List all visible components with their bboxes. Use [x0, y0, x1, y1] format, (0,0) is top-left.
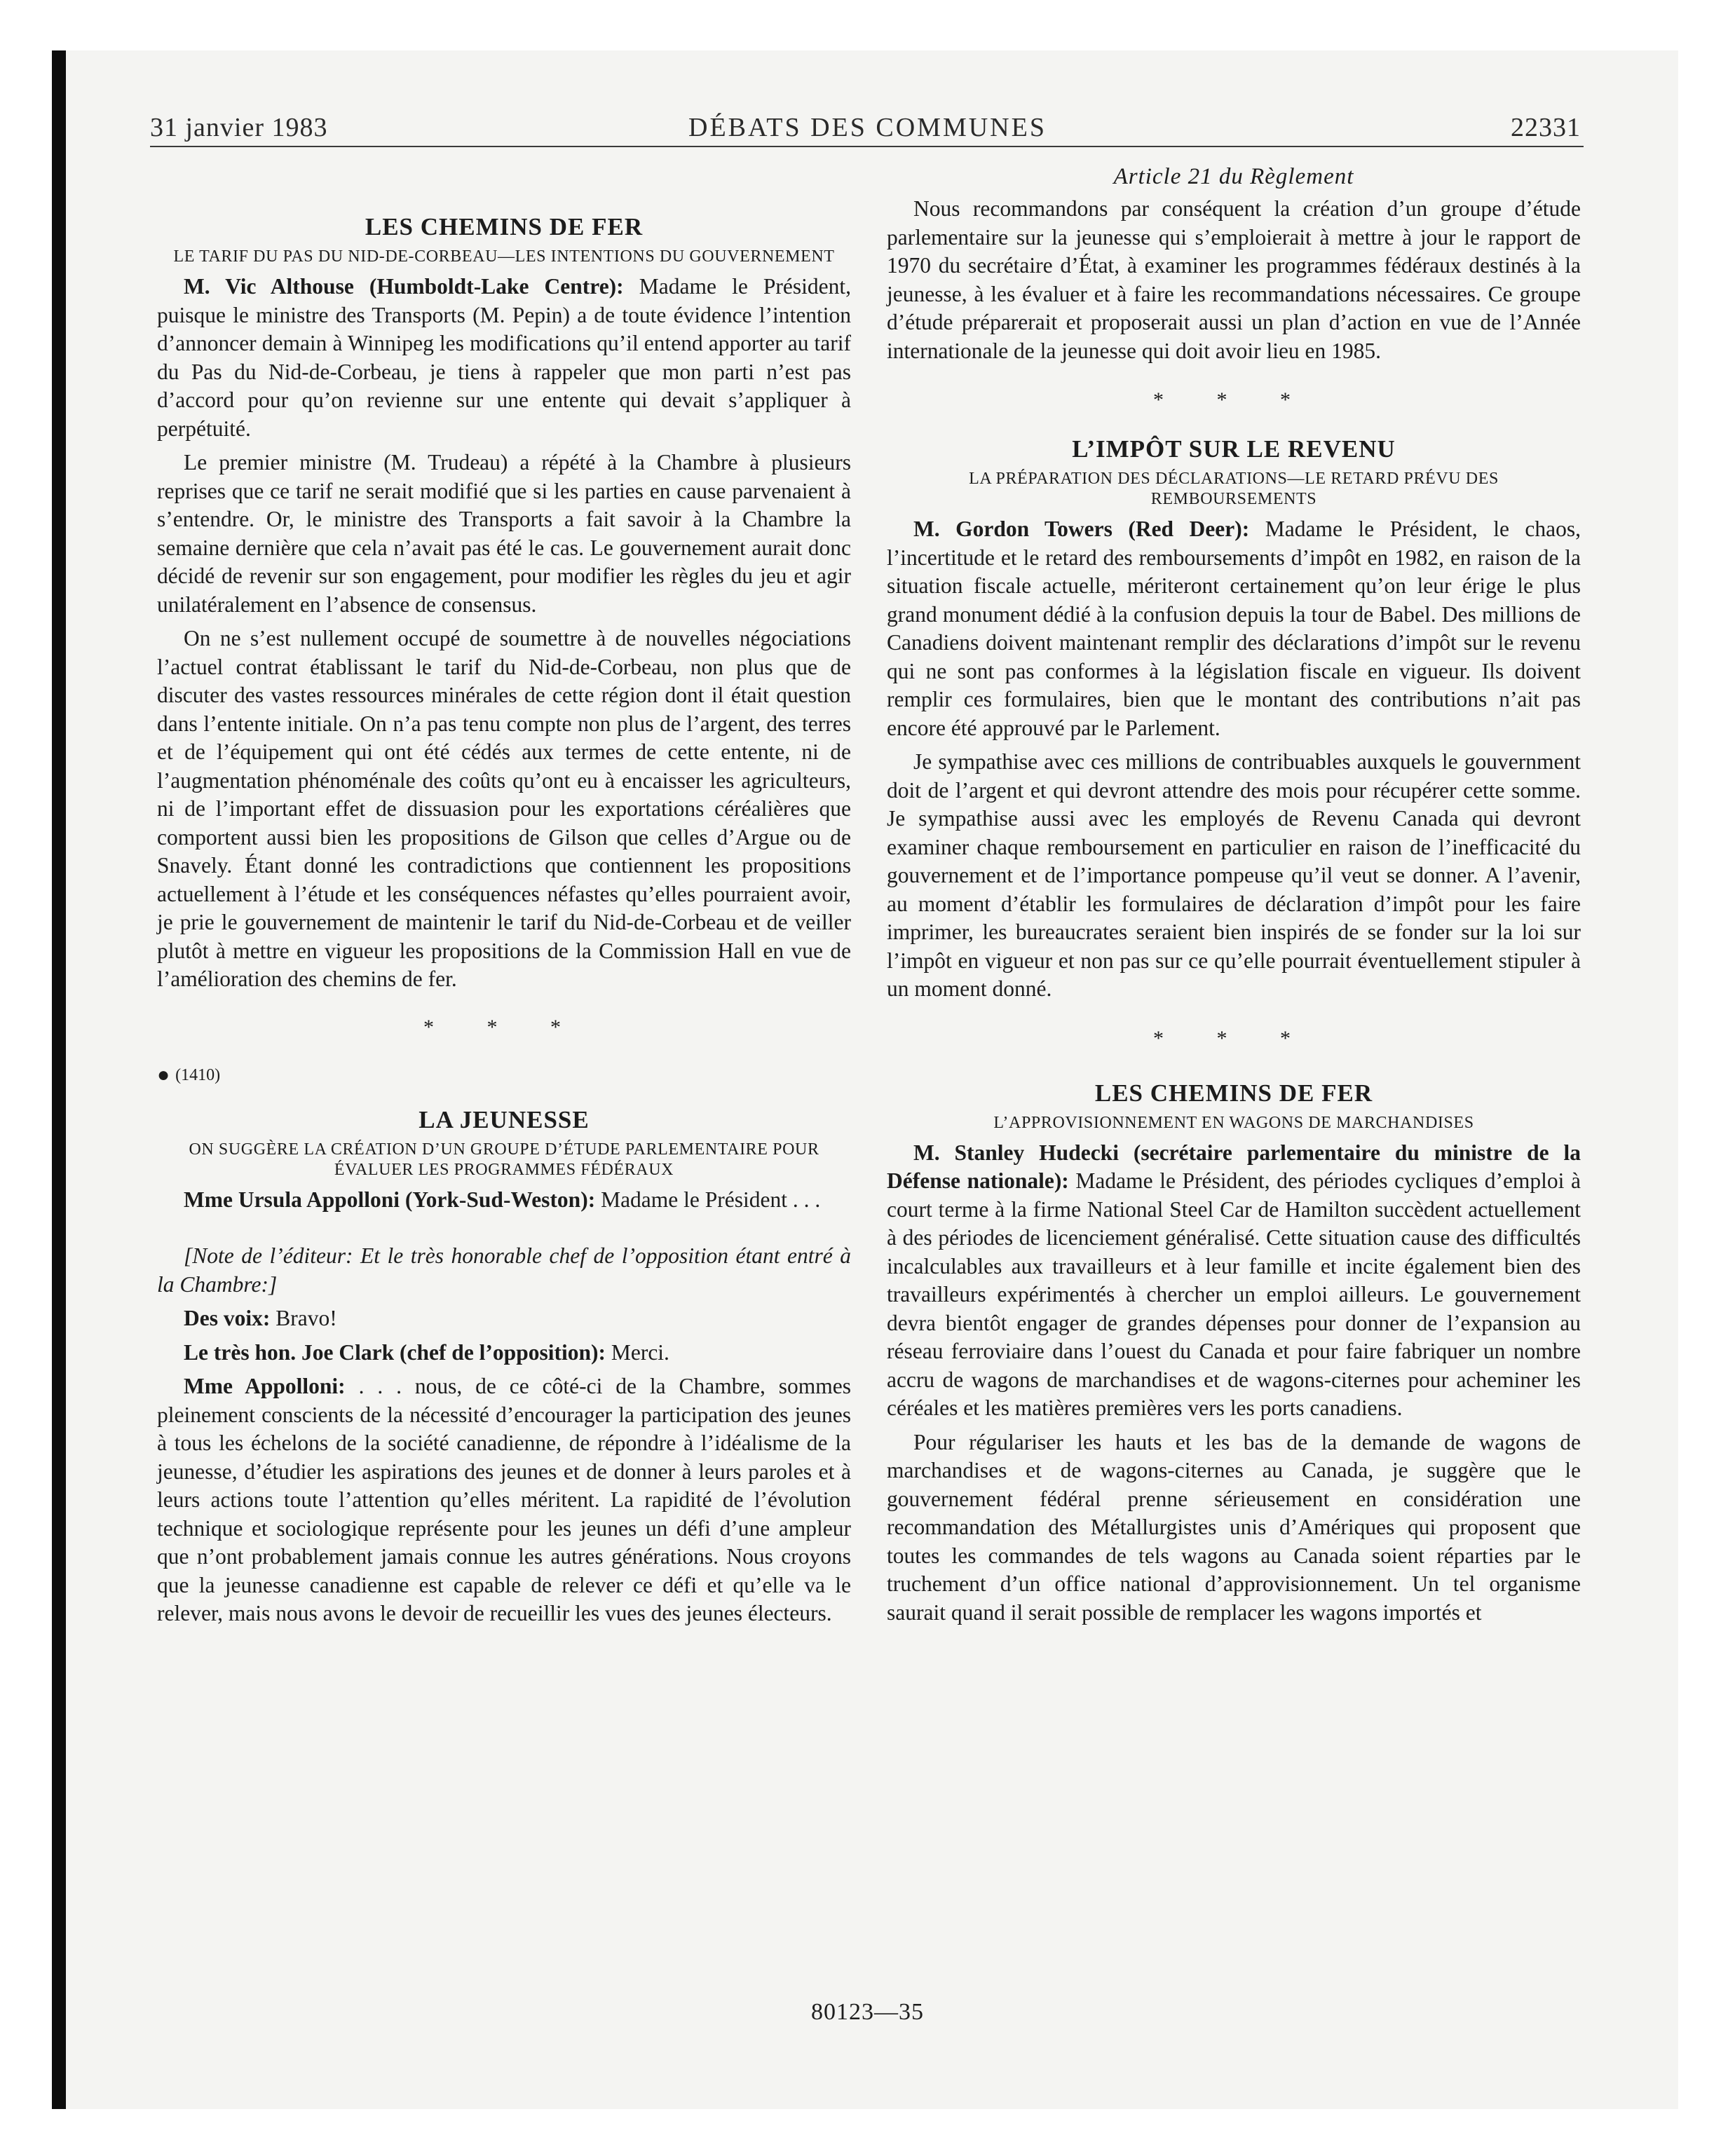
footer-code: 80123—35 [811, 1999, 924, 2025]
section-title-youth: LA JEUNESSE [419, 1105, 590, 1133]
section-title-railways: LES CHEMINS DE FER [365, 213, 644, 240]
spacer [887, 1053, 1581, 1078]
header-date: 31 janvier 1983 [150, 113, 328, 142]
header-rule [150, 146, 1584, 147]
bullet-icon: ● [157, 1063, 170, 1086]
spacer [157, 1042, 851, 1061]
scan-edge [52, 50, 66, 2109]
hudecki-text-1: Madame le Président, des périodes cycliques d’emploi à court terme à la firme National Steel Car de Hamilton succèdent actuellement à des périodes de licenciement généralisé. Cette situation cause des difficultés incalculables aux travailleurs et à leur famille et incite également bien des travailleurs expérimentés à chercher un emploi ailleurs. Le gouvernement devra bientôt engager de grandes dépenses pour donner de l’expansion au réseau ferroviaire dans l’ouest du Canada et pour faire fabriquer un nombre accru de wagons de marchandises et de wagons-citernes pour acheminer les céréales et les matières premières vers les ports canadiens. [887, 1168, 1581, 1420]
section-title-railcars: LES CHEMINS DE FER [1094, 1079, 1373, 1107]
subhead-railcars: L’APPROVISIONNEMENT EN WAGONS DE MARCHANDISES [993, 1113, 1474, 1132]
left-column-top-spacer [157, 163, 851, 212]
header-title: DÉBATS DES COMMUNES [688, 113, 1047, 142]
section-separator-2: * * * [1153, 1026, 1314, 1050]
appolloni-paragraph-1 [157, 1186, 851, 1215]
header-page-number: 22331 [1511, 113, 1581, 142]
towers-paragraph-2: Je sympathise avec ces millions de contribuables auxquels le gouvernment doit de l’argent et qui devront attendre des mois pour récupérer cette somme. Je sympathise aussi avec les employés de Revenu Canada qui devront examiner chaque remboursement en particulier en raison de l’inefficacité du gouvernement et de l’importance pompeuse qu’il veut se donner. A l’avenir, au moment d’établir les formulaires de déclaration d’impôt pour les faire imprimer, les bureaucrates seraient bien inspirés de se fonder sur la loi sur l’impôt en vigueur et non pas sur ce qu’elle pourrait éventuellement stipuler à un moment donné. [887, 749, 1581, 1001]
clark-paragraph [157, 1339, 851, 1367]
time-marker-text: (1410) [175, 1065, 221, 1084]
speaker-voices: Des voix: [184, 1306, 271, 1330]
section-separator: * * * [423, 1015, 585, 1039]
section-separator-1: * * * [1153, 388, 1314, 411]
section-title-income-tax: L’IMPÔT SUR LE REVENU [1072, 435, 1396, 463]
towers-text-1: Madame le Président, le chaos, l’incertitude et le retard des remboursements d’impôt en 1982, en raison de la situation fiscale actuelle, mériteront certainement qu’on leur érige le plus grand monument dédié à la confusion depuis la tour de Babel. Des millions de Canadiens doivent maintenant remplir des déclarations d’impôt sur le revenu qui ne sont pas conformes à la législation fiscale en vigueur. Ils doivent remplir ces formulaires, bien que le montant des contributions n’ait pas encore été approuvé par le Parlement. [887, 517, 1581, 740]
spacer [887, 371, 1581, 386]
speaker-appolloni-2: Mme Appolloni: [184, 1374, 346, 1398]
appolloni-paragraph-2 [157, 1372, 851, 1628]
althouse-paragraph-3: On ne s’est nullement occupé de soumettre à de nouvelles négociations l’actuel contrat établissant le tarif du Nid-de-Corbeau, non plus que de discuter des vastes ressources minérales de cette région dont il était question dans l’entente initiale. On n’a pas tenu compte non plus de l’argent, des terres et de l’équipement qui ont été cédés aux termes de cette entente, ni de l’augmentation phénoménale des coûts qu’ont eu à encaisser les agriculteurs, ni de l’important effet de dissuasion pour les exportations céréalières que comportent aussi bien les propositions de Gilson que celles d’Argue ou de Snavely. Étant donné les contradictions que contiennent les propositions actuellement à l’étude et les conséquences néfastes qu’elles pourraient avoir, je prie le gouvernement de maintenir le tarif du Nid-de-Corbeau et de veiller plutôt à mettre en vigueur les propositions de la Commission Hall en vue de l’amélioration des chemins de fer. [157, 626, 851, 991]
voices-text: Bravo! [275, 1306, 337, 1330]
editor-note: [Note de l’éditeur: Et le très honorable chef de l’opposition étant entré à la Chambre:] [157, 1243, 851, 1297]
left-column [157, 163, 851, 1634]
subhead-income-tax: LA PRÉPARATION DES DÉCLARATIONS—LE RETARD PRÉVU DES REMBOURSEMENTS [969, 470, 1499, 508]
speaker-hudecki: M. Stanley Hudecki (secrétaire parlementaire du ministre de la Défense nationale): [887, 1140, 1581, 1193]
spacer [157, 1089, 851, 1105]
subhead-crow-rate: LE TARIF DU PAS DU NID-DE-CORBEAU—LES INTENTIONS DU GOUVERNEMENT [173, 247, 835, 266]
towers-paragraph-1 [887, 515, 1581, 742]
standing-order-title: Article 21 du Règlement [1113, 164, 1354, 189]
speaker-towers: M. Gordon Towers (Red Deer): [913, 517, 1250, 541]
voices-paragraph [157, 1304, 851, 1333]
spacer [887, 1009, 1581, 1025]
althouse-paragraph-2: Le premier ministre (M. Trudeau) a répété à la Chambre à plusieurs reprises que ce tarif ne serait modifié que si les parties en cause parvenaient à s’entendre. Or, le ministre des Transports a fait savoir à la Chambre la semaine dernière que cela n’avait pas été le cas. Le gouvernement aurait donc décidé de revenir sur son engagement, pour modifier les règles du jeu et agir unilatéralement en l’absence de consensus. [157, 450, 851, 617]
time-marker [157, 1061, 851, 1089]
appolloni-text-1: Madame le Président . . . [601, 1187, 821, 1212]
hudecki-paragraph-2: Pour régulariser les hauts et les bas de la demande de wagons de marchandises et de wagons-citernes au Canada, je suggère que le gouvernement fédéral prenne sérieusement en considération une recommandation des Métallurgistes unis d’Amériques qui proposent que toutes les commandes de tels wagons au Canada soient réparties par le truchement d’un office national d’approvisionnement. Un tel organisme saurait quand il serait possible de remplacer les wagons importés et [887, 1429, 1581, 1625]
spacer [157, 1220, 851, 1242]
althouse-paragraph-1 [157, 273, 851, 443]
clark-text: Merci. [611, 1339, 669, 1365]
spacer [157, 999, 851, 1014]
speaker-althouse: M. Vic Althouse (Humboldt-Lake Centre): [184, 274, 624, 299]
speaker-clark: Le très hon. Joe Clark (chef de l’opposition): [184, 1339, 606, 1365]
spacer [887, 414, 1581, 434]
speaker-appolloni: Mme Ursula Appolloni (York-Sud-Weston): [184, 1187, 596, 1212]
subhead-youth: ON SUGGÈRE LA CRÉATION D’UN GROUPE D’ÉTUDE PARLEMENTAIRE POUR ÉVALUER LES PROGRAMMES FÉDÉRAUX [189, 1140, 819, 1179]
right-column [887, 163, 1581, 1632]
youth-continued-paragraph: Nous recommandons par conséquent la création d’un groupe d’étude parlementaire sur la jeunesse qui s’emploierait à mettre à jour le rapport de 1970 du secrétaire d’État, à examiner les programmes fédéraux destinés à la jeunesse, à les évaluer et à faire les recommandations nécessaires. Ce groupe d’étude préparerait et proposerait aussi un plan d’action en vue de l’Année internationale de la jeunesse qui doit avoir lieu en 1985. [887, 196, 1581, 363]
hudecki-paragraph-1 [887, 1139, 1581, 1423]
appolloni-text-2: . . . nous, de ce côté-ci de la Chambre, sommes pleinement conscients de la nécessité d’encourager la participation des jeunes à tous les échelons de la société canadienne, de répondre à l’idéalisme de la jeunesse, d’étudier les aspirations des jeunes et de donner à leurs paroles et à leurs actions toute l’attention qu’elles méritent. La rapidité de l’évolution technique et sociologique représente pour les jeunes un défi d’une ampleur que n’ont probablement jamais connue les autres générations. Nous croyons que la jeunesse canadienne est capable de relever ce défi et qu’elle va le relever, mais nous avons le devoir de recueillir les vues des jeunes électeurs. [157, 1374, 852, 1625]
althouse-text-1: Madame le Président, puisque le ministre des Transports (M. Pepin) a de toute évidence l’intention d’annoncer demain à Winnipeg les modifications qu’il entend apporter au tarif du Pas du Nid-de-Corbeau, je tiens à rappeler que mon parti n’est pas d’accord pour qu’on revienne sur une entente qui devait s’appliquer à perpétuité. [157, 274, 852, 441]
